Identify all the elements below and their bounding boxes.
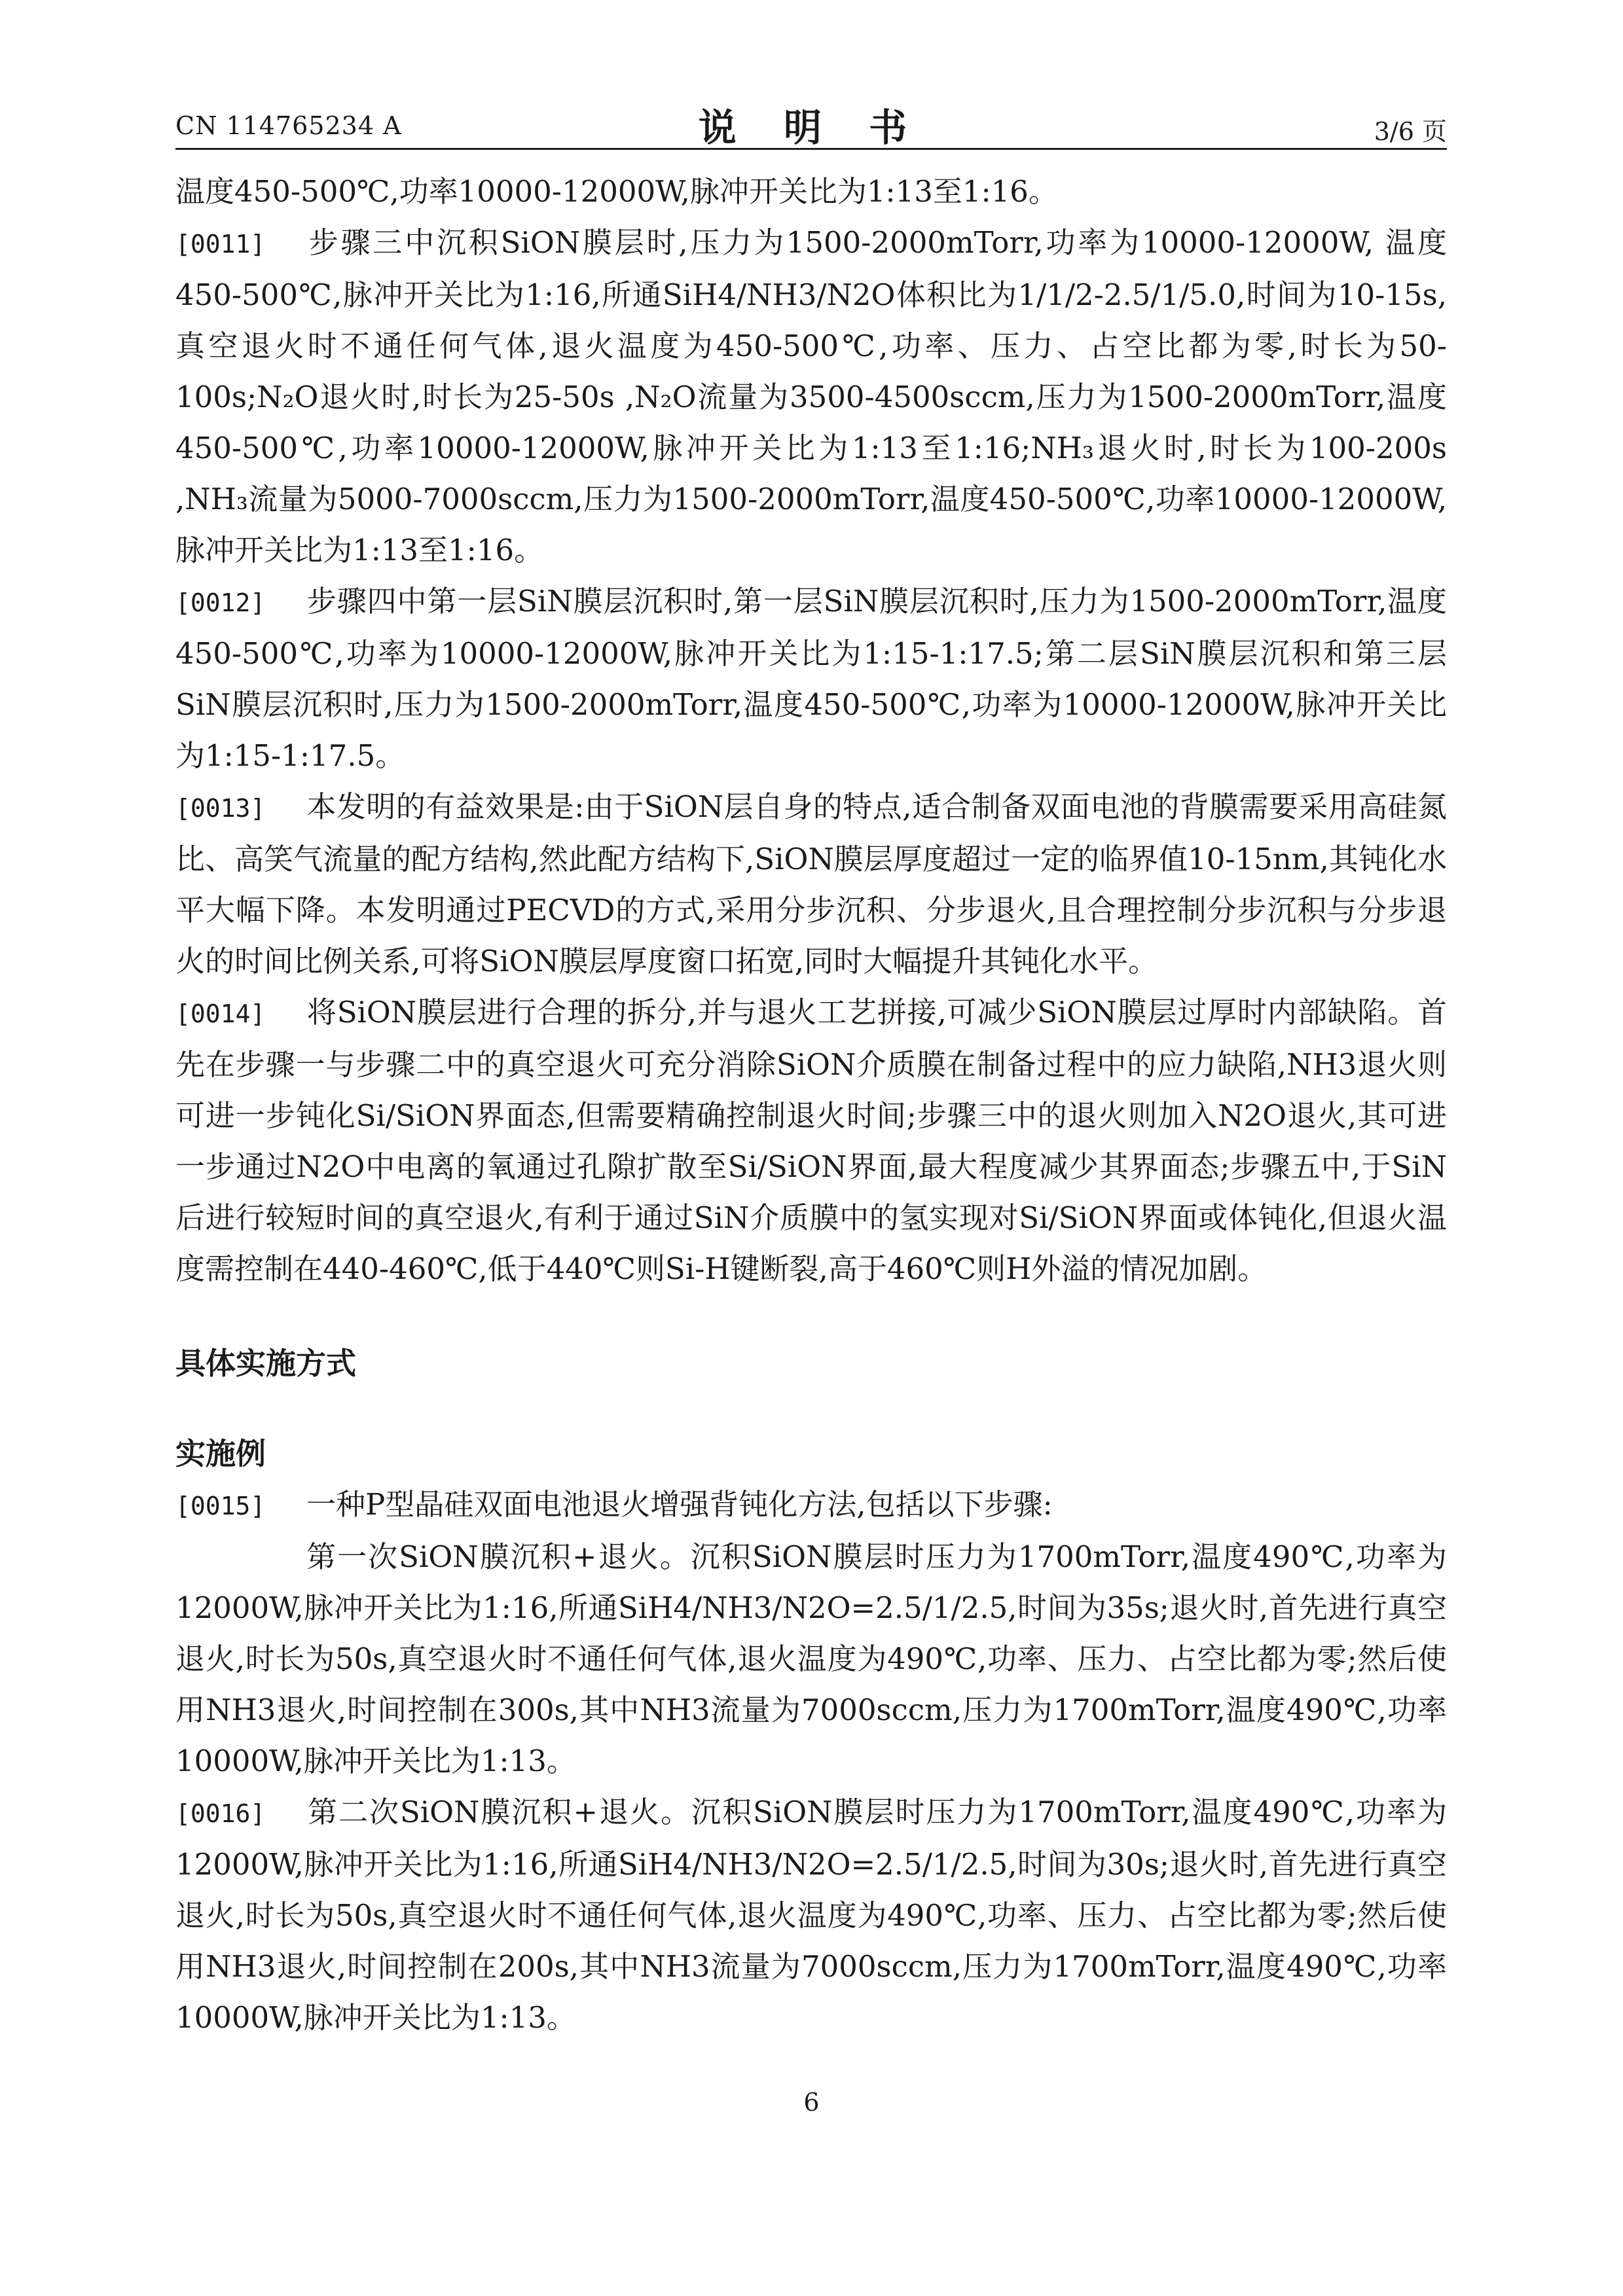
page-indicator: 3/6 页 bbox=[1374, 117, 1447, 146]
paragraph-0015 bbox=[175, 1479, 1447, 1532]
paragraph-number: [0011] bbox=[175, 230, 266, 259]
header-divider bbox=[175, 148, 1447, 150]
patent-number: CN 114765234 A bbox=[175, 111, 402, 140]
paragraph-number: [0012] bbox=[175, 588, 266, 617]
spacer bbox=[175, 1389, 1447, 1428]
paragraph-text: 本发明的有益效果是:由于SiON层自身的特点,适合制备双面电池的背膜需要采用高硅氮比、高笑气流量的配方结构,然此配方结构下,SiON膜层厚度超过一定的临界值10-15nm,其钝化水平大幅下降。本发明通过PECVD的方式,采用分步沉积、分步退火,且合理控制分步沉积与分步退火的时间比例关系,可将SiON膜层厚度窗口拓宽,同时大幅提升其钝化水平。 bbox=[175, 789, 1447, 978]
paragraph-text: 步骤四中第一层SiN膜层沉积时,第一层SiN膜层沉积时,压力为1500-2000mTorr,温度450-500℃,功率为10000-12000W,脉冲开关比为1:15-1:17.5;第二层SiN膜层沉积和第三层SiN膜层沉积时,压力为1500-2000mTorr,温度450-500℃,功率为10000-12000W,脉冲开关比为1:15-1:17.5。 bbox=[175, 584, 1447, 773]
paragraph-text: 一种P型晶硅双面电池退火增强背钝化方法,包括以下步骤: bbox=[306, 1487, 1053, 1522]
document-body bbox=[175, 166, 1447, 2043]
spacer bbox=[175, 1295, 1447, 1338]
paragraph-0016 bbox=[175, 1787, 1447, 2043]
paragraph-number: [0014] bbox=[175, 999, 266, 1028]
page-header bbox=[175, 97, 1447, 149]
paragraph-text: 步骤三中沉积SiON膜层时,压力为1500-2000mTorr,功率为10000-12000W, 温度450-500℃,脉冲开关比为1:16,所通SiH4/NH3/N2O体积比为1/1/2-2.5/1/5.0,时间为10-15s,真空退火时不通任何气体,退火温度为450-500℃,功率、压力、占空比都为零,时长为50-100s;N₂O退火时,时长为25-50s ,N₂O流量为3500-4500sccm,压力为1500-2000mTorr,温度450-500℃,功率10000-12000W,脉冲开关比为1:13至1:16;NH₃退火时,时长为100-200s ,NH₃流量为5000-7000sccm,压力为1500-2000mTorr,温度450-500℃,功率10000-12000W,脉冲开关比为1:13至1:16。 bbox=[175, 225, 1447, 567]
paragraph-0012 bbox=[175, 576, 1447, 781]
section-heading: 具体实施方式 bbox=[175, 1346, 356, 1381]
paragraph-number: [0015] bbox=[175, 1492, 266, 1520]
paragraph-text: 将SiON膜层进行合理的拆分,并与退火工艺拼接,可减少SiON膜层过厚时内部缺陷。首先在步骤一与步骤二中的真空退火可充分消除SiON介质膜在制备过程中的应力缺陷,NH3退火则可进一步钝化Si/SiON界面态,但需要精确控制退火时间;步骤三中的退火则加入N2O退火,其可进一步通过N2O中电离的氧通过孔隙扩散至Si/SiON界面,最大程度减少其界面态;步骤五中,于SiN后进行较短时间的真空退火,有利于通过SiN介质膜中的氢实现对Si/SiON界面或体钝化,但退火温度需控制在440-460℃,低于440℃则Si-H键断裂,高于460℃则H外溢的情况加剧。 bbox=[175, 995, 1447, 1286]
paragraph-number: [0013] bbox=[175, 794, 266, 823]
document-title: 说 明 书 bbox=[698, 105, 924, 150]
subsection-heading: 实施例 bbox=[175, 1436, 266, 1471]
paragraph-0011 bbox=[175, 217, 1447, 576]
page-number: 6 bbox=[803, 2088, 820, 2117]
paragraph-text: 第一次SiON膜沉积+退火。沉积SiON膜层时压力为1700mTorr,温度490℃,功率为12000W,脉冲开关比为1:16,所通SiH4/NH3/N2O=2.5/1/2.5,时间为35s;退火时,首先进行真空退火,时长为50s,真空退火时不通任何气体,退火温度为490℃,功率、压力、占空比都为零;然后使用NH3退火,时间控制在300s,其中NH3流量为7000sccm,压力为1700mTorr,温度490℃,功率10000W,脉冲开关比为1:13。 bbox=[175, 1539, 1447, 1778]
paragraph-text: 第二次SiON膜沉积+退火。沉积SiON膜层时压力为1700mTorr,温度490℃,功率为12000W,脉冲开关比为1:16,所通SiH4/NH3/N2O=2.5/1/2.5,时间为30s;退火时,首先进行真空退火,时长为50s,真空退火时不通任何气体,退火温度为490℃,功率、压力、占空比都为零;然后使用NH3退火,时间控制在200s,其中NH3流量为7000sccm,压力为1700mTorr,温度490℃,功率10000W,脉冲开关比为1:13。 bbox=[175, 1795, 1447, 2035]
paragraph-0013 bbox=[175, 781, 1447, 987]
paragraph-continued bbox=[175, 166, 1447, 217]
paragraph-step-one bbox=[175, 1532, 1447, 1787]
paragraph-0014 bbox=[175, 987, 1447, 1295]
paragraph-text: 温度450-500℃,功率10000-12000W,脉冲开关比为1:13至1:16。 bbox=[175, 174, 1058, 209]
paragraph-number: [0016] bbox=[175, 1799, 266, 1828]
